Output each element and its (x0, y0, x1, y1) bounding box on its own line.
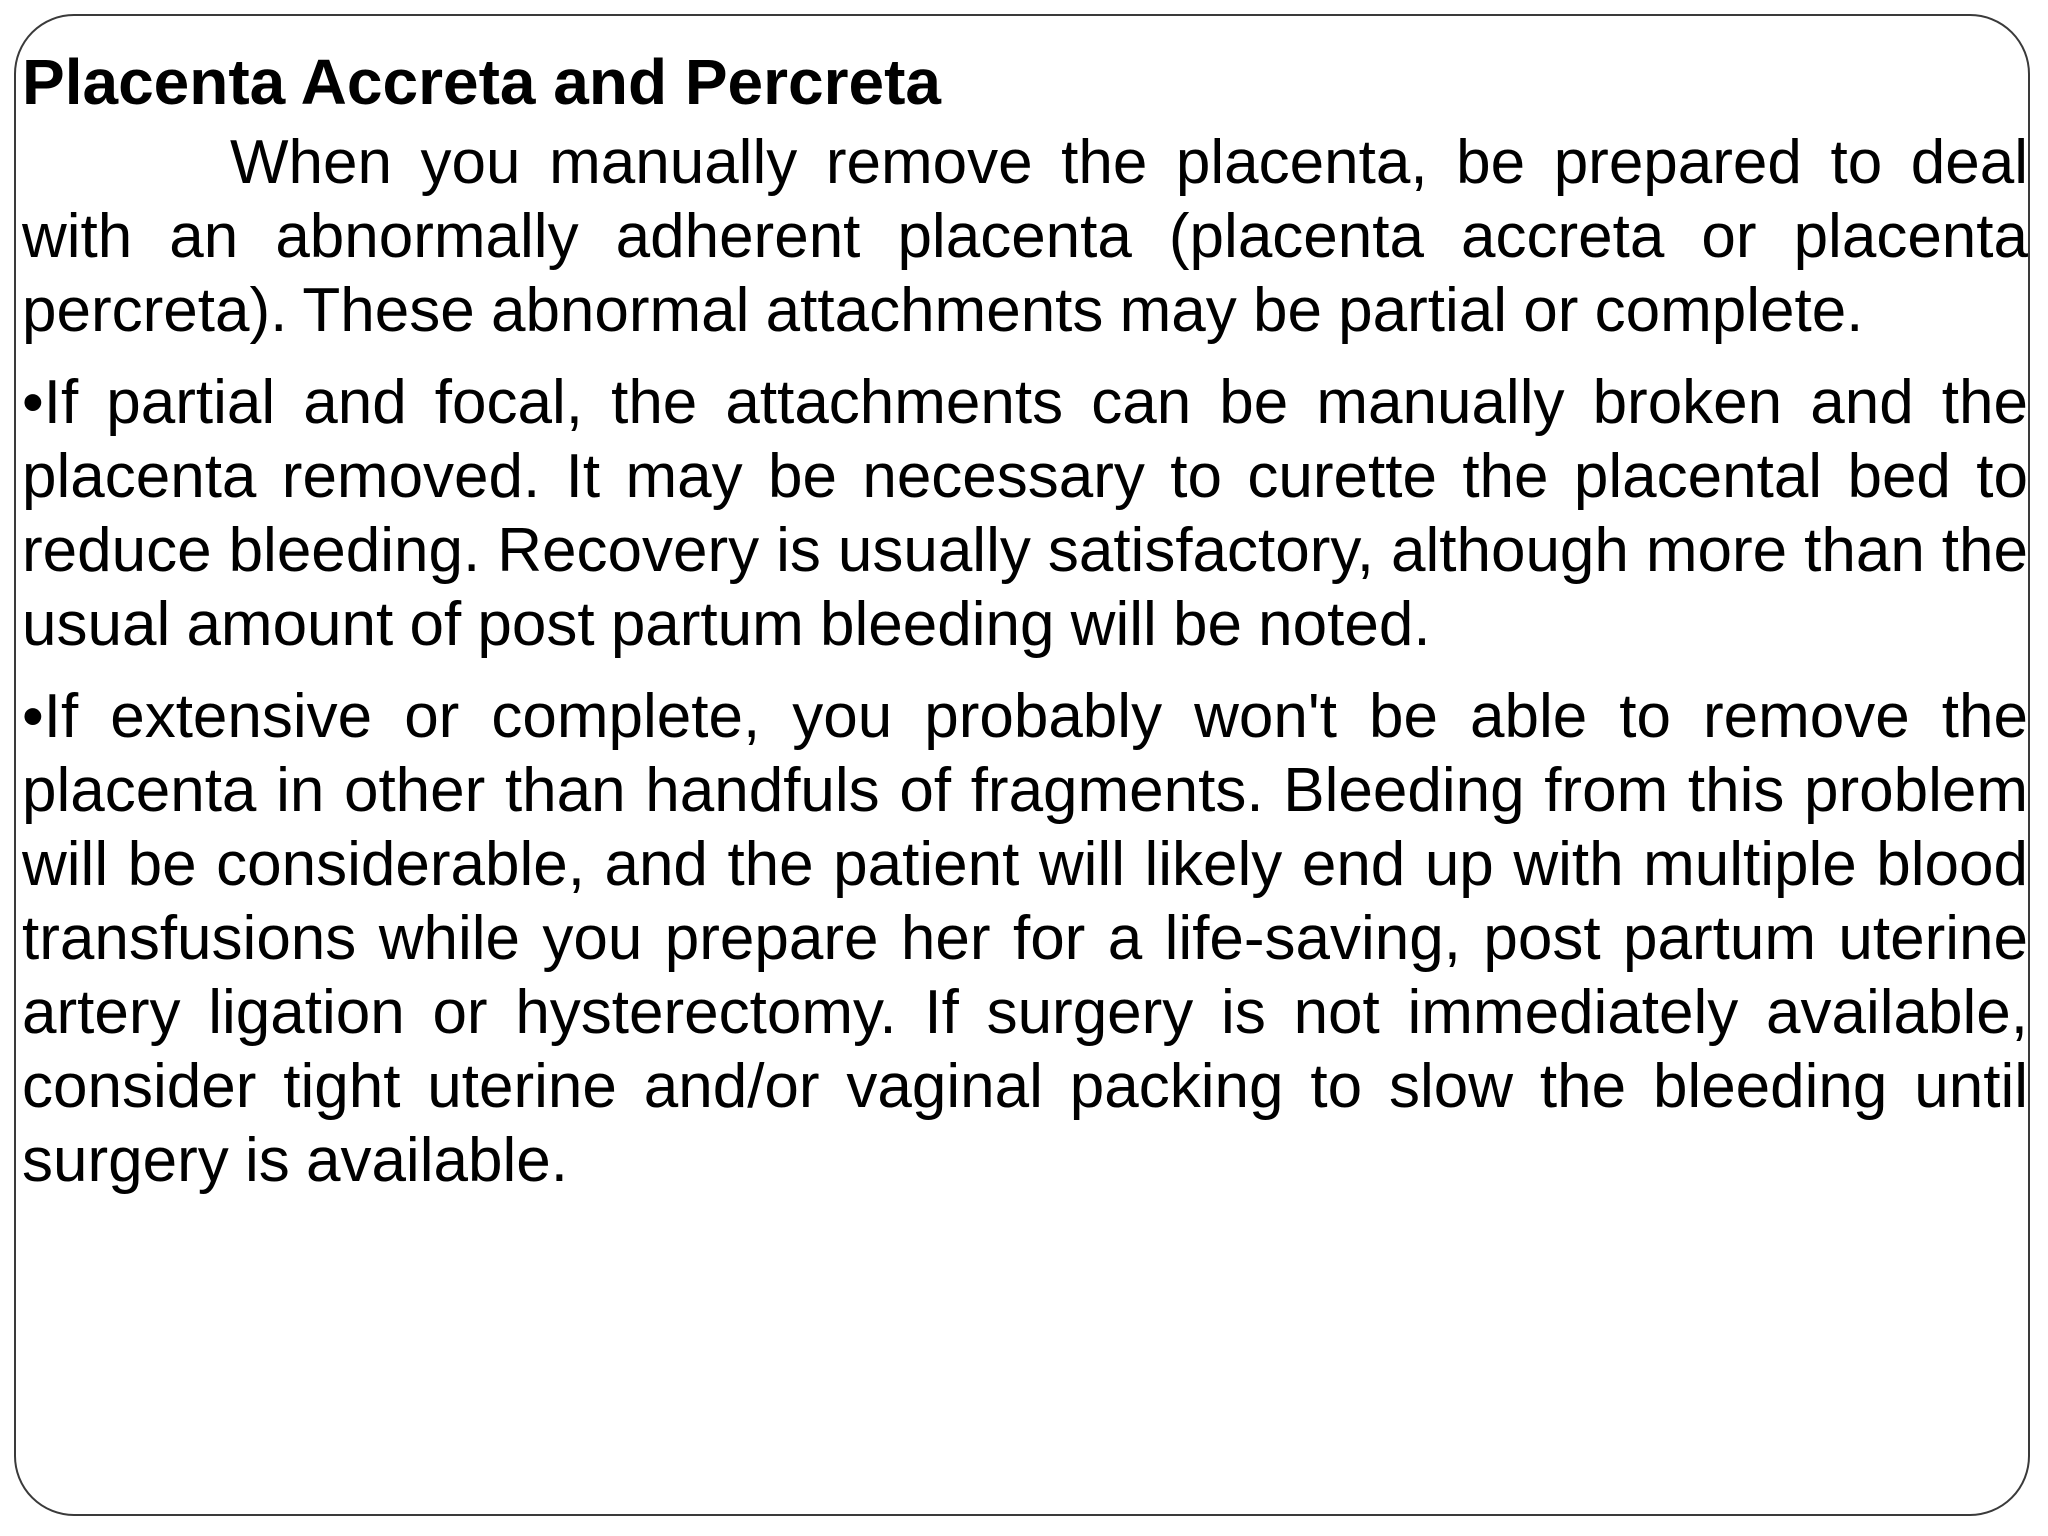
slide-content (22, 42, 2028, 1216)
bullet-marker: • (22, 682, 44, 751)
bullet-text-extensive: If extensive or complete, you probably won't be able to remove the placenta in other than handfuls of fragments. Bleeding from this problem will be considerable, and the patient will likely end up with multiple blood transfusions while you prepare her for a life-saving, post partum uterine artery ligation or hysterectomy. If surgery is not immediately available, consider tight uterine and/or vaginal packing to slow the bleeding until surgery is available. (22, 682, 2028, 1195)
bullet-marker: • (22, 368, 44, 437)
slide-title: Placenta Accreta and Percreta (22, 46, 941, 118)
bullet-paragraph-extensive (22, 680, 2028, 1198)
bullet-paragraph-partial (22, 366, 2028, 662)
bullet-text-partial: If partial and focal, the attachments can be manually broken and the placenta removed. It may be necessary to curette the placental bed to reduce bleeding. Recovery is usually satisfactory, although more than the usual amount of post partum bleeding will be noted. (22, 368, 2028, 659)
intro-paragraph: When you manually remove the placenta, be prepared to deal with an abnormally adherent placenta (placenta accreta or placenta percreta). These abnormal attachments may be partial or complete. (22, 128, 2028, 345)
